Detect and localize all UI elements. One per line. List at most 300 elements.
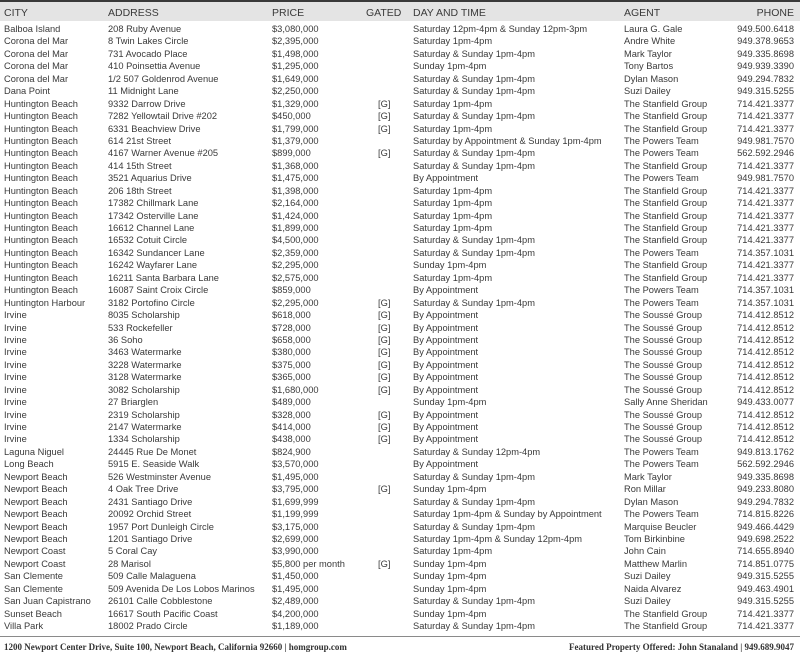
cell-agent: The Stanfield Group (624, 210, 708, 221)
cell-address: 3228 Watermarke (108, 359, 182, 370)
cell-address: 1201 Santiago Drive (108, 533, 193, 544)
cell-agent: Suzi Dailey (624, 596, 671, 607)
cell-day-and-time: By Appointment (413, 322, 479, 333)
cell-city: Newport Beach (4, 509, 68, 520)
table-row (0, 185, 800, 197)
cell-phone: 714.421.3377 (737, 608, 794, 619)
cell-day-and-time: Saturday 1pm-4pm (413, 223, 493, 233)
table-row (0, 471, 800, 483)
cell-day-and-time: Saturday 1pm-4pm (413, 272, 493, 283)
cell-day-and-time: Saturday & Sunday 1pm-4pm (413, 596, 535, 607)
cell-price: $2,575,000 (272, 272, 319, 283)
cell-agent: The Powers Team (624, 459, 699, 470)
cell-city: Huntington Beach (4, 223, 78, 233)
cell-address: 11 Midnight Lane (108, 86, 179, 97)
cell-day-and-time: By Appointment (413, 409, 479, 420)
cell-phone: 949.233.8080 (737, 484, 794, 495)
cell-day-and-time: Saturday & Sunday 1pm-4pm (413, 496, 535, 507)
cell-phone: 714.421.3377 (737, 123, 794, 134)
cell-agent: The Soussé Group (624, 310, 703, 321)
header-city: CITY (4, 7, 28, 19)
cell-price: $618,000 (272, 310, 311, 321)
cell-phone: 714.421.3377 (737, 160, 794, 171)
cell-day-and-time: Saturday 1pm-4pm (413, 185, 493, 196)
cell-day-and-time: Sunday 1pm-4pm (413, 260, 487, 271)
cell-price: $5,800 per month (272, 558, 345, 569)
cell-address: 509 Calle Malaguena (108, 571, 196, 582)
cell-city: Huntington Beach (4, 210, 78, 221)
cell-price: $2,489,000 (272, 596, 319, 607)
cell-day-and-time: Saturday 1pm-4pm (413, 36, 493, 47)
cell-agent: The Soussé Group (624, 409, 703, 420)
cell-day-and-time: Sunday 1pm-4pm (413, 583, 487, 594)
cell-city: Huntington Beach (4, 247, 78, 258)
cell-city: Newport Coast (4, 546, 66, 557)
cell-address: 533 Rockefeller (108, 322, 173, 333)
cell-price: $4,200,000 (272, 608, 319, 619)
cell-price: $3,990,000 (272, 546, 319, 557)
cell-city: Dana Point (4, 86, 50, 97)
cell-city: Irvine (4, 434, 27, 445)
table-row (0, 558, 800, 570)
cell-address: 208 Ruby Avenue (108, 24, 182, 34)
cell-gated: [G] (378, 111, 391, 122)
cell-phone: 714.412.8512 (737, 334, 794, 345)
cell-city: Irvine (4, 397, 27, 408)
cell-price: $3,175,000 (272, 521, 319, 532)
cell-price: $450,000 (272, 111, 311, 122)
cell-price: $328,000 (272, 409, 311, 420)
cell-phone: 949.315.5255 (737, 596, 794, 607)
table-row (0, 110, 800, 122)
cell-agent: Marquise Beucler (624, 521, 697, 532)
cell-agent: Dylan Mason (624, 496, 679, 507)
cell-price: $1,498,000 (272, 48, 319, 59)
cell-agent: The Soussé Group (624, 322, 703, 333)
cell-gated: [G] (378, 359, 391, 370)
header-address: ADDRESS (108, 7, 159, 19)
cell-price: $1,189,000 (272, 621, 319, 631)
cell-address: 414 15th Street (108, 160, 172, 171)
cell-gated: [G] (378, 310, 391, 321)
cell-city: Balboa Island (4, 24, 61, 34)
cell-price: $1,450,000 (272, 571, 319, 582)
cell-address: 16242 Wayfarer Lane (108, 260, 198, 271)
cell-phone: 714.412.8512 (737, 384, 794, 395)
cell-agent: The Soussé Group (624, 334, 703, 345)
table-row (0, 483, 800, 495)
cell-price: $2,295,000 (272, 297, 319, 308)
cell-agent: The Powers Team (624, 509, 699, 520)
table-row (0, 135, 800, 147)
cell-agent: Mark Taylor (624, 471, 672, 482)
table-row (0, 284, 800, 296)
cell-phone: 949.466.4429 (737, 521, 794, 532)
table-row (0, 197, 800, 209)
table-row (0, 620, 800, 632)
table-row (0, 346, 800, 358)
cell-day-and-time: By Appointment (413, 372, 479, 383)
cell-day-and-time: By Appointment (413, 285, 479, 296)
cell-phone: 949.939.3390 (737, 61, 794, 72)
cell-phone: 714.421.3377 (737, 621, 794, 631)
cell-phone: 714.815.8226 (737, 509, 794, 520)
cell-address: 16532 Cotuit Circle (108, 235, 188, 246)
cell-price: $1,899,000 (272, 223, 319, 233)
cell-address: 4 Oak Tree Drive (108, 484, 179, 495)
cell-city: Huntington Beach (4, 185, 78, 196)
cell-gated: [G] (378, 409, 391, 420)
cell-price: $438,000 (272, 434, 311, 445)
footer-featured-property: Featured Property Offered: John Stanaland | 949.689.9047 (569, 642, 794, 652)
cell-address: 16617 South Pacific Coast (108, 608, 218, 619)
table-row (0, 570, 800, 582)
cell-city: Newport Beach (4, 471, 68, 482)
table-row (0, 123, 800, 135)
header-phone: PHONE (756, 7, 794, 19)
cell-city: Huntington Beach (4, 198, 78, 209)
cell-gated: [G] (378, 558, 391, 569)
cell-address: 16612 Channel Lane (108, 223, 195, 233)
cell-phone: 714.412.8512 (737, 434, 794, 445)
cell-day-and-time: Saturday & Sunday 12pm-4pm (413, 446, 541, 457)
cell-price: $365,000 (272, 372, 311, 383)
cell-address: 3082 Scholarship (108, 384, 180, 395)
cell-phone: 714.421.3377 (737, 198, 794, 209)
table-row (0, 172, 800, 184)
cell-city: Newport Beach (4, 521, 68, 532)
cell-price: $1,495,000 (272, 583, 319, 594)
cell-day-and-time: Saturday & Sunday 1pm-4pm (413, 148, 535, 159)
open-house-table (0, 23, 800, 632)
table-row (0, 545, 800, 557)
cell-agent: The Stanfield Group (624, 198, 708, 209)
cell-agent: Tom Birkinbine (624, 533, 685, 544)
cell-address: 5915 E. Seaside Walk (108, 459, 200, 470)
table-row (0, 421, 800, 433)
table-row (0, 35, 800, 47)
cell-price: $2,359,000 (272, 247, 319, 258)
cell-day-and-time: Sunday 1pm-4pm (413, 61, 487, 72)
table-row (0, 48, 800, 60)
cell-gated: [G] (378, 322, 391, 333)
cell-agent: The Powers Team (624, 148, 699, 159)
table-row (0, 222, 800, 234)
cell-city: Irvine (4, 409, 27, 420)
cell-phone: 949.315.5255 (737, 571, 794, 582)
cell-phone: 714.421.3377 (737, 272, 794, 283)
cell-day-and-time: Saturday & Sunday 1pm-4pm (413, 297, 535, 308)
cell-day-and-time: Sunday 1pm-4pm (413, 571, 487, 582)
cell-city: San Clemente (4, 571, 63, 582)
table-row (0, 334, 800, 346)
cell-city: Corona del Mar (4, 36, 69, 47)
cell-agent: Dylan Mason (624, 73, 679, 84)
cell-address: 18002 Prado Circle (108, 621, 188, 631)
cell-day-and-time: Saturday & Sunday 1pm-4pm (413, 235, 535, 246)
cell-address: 8 Twin Lakes Circle (108, 36, 189, 47)
table-row (0, 309, 800, 321)
cell-price: $1,495,000 (272, 471, 319, 482)
table-row (0, 297, 800, 309)
cell-city: Villa Park (4, 621, 44, 631)
cell-phone: 714.412.8512 (737, 422, 794, 432)
cell-phone: 949.294.7832 (737, 496, 794, 507)
cell-price: $1,398,000 (272, 185, 319, 196)
cell-agent: The Soussé Group (624, 434, 703, 445)
cell-price: $2,164,000 (272, 198, 319, 209)
cell-address: 3182 Portofino Circle (108, 297, 195, 308)
cell-agent: The Stanfield Group (624, 185, 708, 196)
table-row (0, 210, 800, 222)
cell-day-and-time: Sunday 1pm-4pm (413, 397, 487, 408)
cell-agent: The Stanfield Group (624, 123, 708, 134)
cell-address: 2319 Scholarship (108, 409, 180, 420)
cell-agent: The Soussé Group (624, 359, 703, 370)
cell-price: $728,000 (272, 322, 311, 333)
cell-day-and-time: Saturday & Sunday 1pm-4pm (413, 86, 535, 97)
cell-price: $1,799,000 (272, 123, 319, 134)
cell-address: 731 Avocado Place (108, 48, 188, 59)
cell-address: 26101 Calle Cobblestone (108, 596, 213, 607)
cell-phone: 714.357.1031 (737, 247, 794, 258)
cell-city: Newport Beach (4, 484, 68, 495)
table-row (0, 272, 800, 284)
cell-price: $4,500,000 (272, 235, 319, 246)
cell-phone: 714.357.1031 (737, 297, 794, 308)
cell-city: Huntington Beach (4, 173, 78, 184)
cell-day-and-time: Saturday 1pm-4pm (413, 198, 493, 209)
table-row (0, 73, 800, 85)
cell-agent: The Stanfield Group (624, 272, 708, 283)
cell-phone: 714.421.3377 (737, 235, 794, 246)
cell-price: $1,295,000 (272, 61, 319, 72)
cell-gated: [G] (378, 484, 391, 495)
cell-phone: 714.421.3377 (737, 98, 794, 109)
cell-agent: The Stanfield Group (624, 621, 708, 631)
table-row (0, 60, 800, 72)
cell-agent: The Powers Team (624, 446, 699, 457)
cell-city: Irvine (4, 347, 27, 358)
cell-gated: [G] (378, 148, 391, 159)
table-row (0, 234, 800, 246)
cell-address: 9332 Darrow Drive (108, 98, 186, 109)
cell-address: 1957 Port Dunleigh Circle (108, 521, 214, 532)
cell-day-and-time: Saturday & Sunday 1pm-4pm (413, 621, 535, 631)
cell-phone: 562.592.2946 (737, 459, 794, 470)
cell-city: Huntington Beach (4, 285, 78, 296)
cell-price: $859,000 (272, 285, 311, 296)
cell-city: Newport Coast (4, 558, 66, 569)
cell-phone: 949.500.6418 (737, 24, 794, 34)
cell-address: 16087 Saint Croix Circle (108, 285, 209, 296)
cell-phone: 949.981.7570 (737, 135, 794, 146)
cell-address: 17382 Chillmark Lane (108, 198, 199, 209)
cell-address: 3128 Watermarke (108, 372, 182, 383)
cell-gated: [G] (378, 347, 391, 358)
cell-agent: Tony Bartos (624, 61, 674, 72)
cell-day-and-time: Saturday 1pm-4pm & Sunday 12pm-4pm (413, 533, 582, 544)
table-row (0, 396, 800, 408)
cell-day-and-time: Saturday 1pm-4pm (413, 546, 493, 557)
cell-price: $658,000 (272, 334, 311, 345)
cell-day-and-time: Saturday & Sunday 1pm-4pm (413, 73, 535, 84)
cell-price: $2,395,000 (272, 36, 319, 47)
cell-day-and-time: By Appointment (413, 434, 479, 445)
footer-address: 1200 Newport Center Drive, Suite 100, Newport Beach, California 92660 | homgroup.com (4, 642, 347, 652)
cell-price: $1,368,000 (272, 160, 319, 171)
cell-agent: Andre White (624, 36, 676, 47)
cell-address: 2431 Santiago Drive (108, 496, 193, 507)
table-row (0, 85, 800, 97)
cell-phone: 714.421.3377 (737, 111, 794, 122)
cell-phone: 949.433.0077 (737, 397, 794, 408)
cell-day-and-time: By Appointment (413, 310, 479, 321)
cell-address: 20092 Orchid Street (108, 509, 192, 520)
table-row (0, 23, 800, 35)
cell-phone: 714.412.8512 (737, 310, 794, 321)
cell-day-and-time: Saturday & Sunday 1pm-4pm (413, 521, 535, 532)
table-header (0, 2, 800, 21)
table-row (0, 359, 800, 371)
cell-agent: The Stanfield Group (624, 98, 708, 109)
cell-address: 27 Briarglen (108, 397, 159, 408)
cell-price: $414,000 (272, 422, 311, 432)
cell-address: 8035 Scholarship (108, 310, 180, 321)
cell-agent: Ron Millar (624, 484, 666, 495)
cell-day-and-time: By Appointment (413, 173, 479, 184)
cell-agent: Naida Alvarez (624, 583, 682, 594)
cell-phone: 949.698.2522 (737, 533, 794, 544)
cell-gated: [G] (378, 123, 391, 134)
cell-city: Huntington Beach (4, 98, 78, 109)
cell-price: $1,424,000 (272, 210, 319, 221)
header-day-and-time: DAY AND TIME (413, 7, 486, 19)
cell-day-and-time: By Appointment (413, 459, 479, 470)
table-row (0, 259, 800, 271)
cell-phone: 714.412.8512 (737, 372, 794, 383)
cell-price: $1,199,999 (272, 509, 319, 520)
cell-agent: Laura G. Gale (624, 24, 683, 34)
cell-address: 4167 Warner Avenue #205 (108, 148, 219, 159)
cell-address: 526 Westminster Avenue (108, 471, 212, 482)
cell-phone: 714.421.3377 (737, 223, 794, 233)
table-row (0, 247, 800, 259)
cell-day-and-time: Saturday & Sunday 1pm-4pm (413, 111, 535, 122)
cell-phone: 714.412.8512 (737, 347, 794, 358)
cell-city: Irvine (4, 359, 27, 370)
cell-address: 614 21st Street (108, 135, 172, 146)
cell-agent: The Stanfield Group (624, 160, 708, 171)
cell-city: Newport Beach (4, 496, 68, 507)
cell-address: 28 Marisol (108, 558, 151, 569)
cell-address: 36 Soho (108, 334, 143, 345)
cell-day-and-time: By Appointment (413, 347, 479, 358)
cell-agent: Sally Anne Sheridan (624, 397, 708, 408)
cell-price: $899,000 (272, 148, 311, 159)
cell-price: $1,379,000 (272, 135, 319, 146)
cell-phone: 714.655.8940 (737, 546, 794, 557)
cell-agent: Suzi Dailey (624, 571, 671, 582)
cell-address: 17342 Osterville Lane (108, 210, 199, 221)
cell-phone: 949.378.9653 (737, 36, 794, 47)
table-row (0, 409, 800, 421)
table-row (0, 508, 800, 520)
table-row (0, 521, 800, 533)
cell-gated: [G] (378, 384, 391, 395)
cell-city: San Juan Capistrano (4, 596, 91, 607)
cell-gated: [G] (378, 372, 391, 383)
cell-address: 16342 Sundancer Lane (108, 247, 205, 258)
cell-price: $1,680,000 (272, 384, 319, 395)
cell-gated: [G] (378, 434, 391, 445)
cell-address: 7282 Yellowtail Drive #202 (108, 111, 218, 122)
cell-day-and-time: Saturday 12pm-4pm & Sunday 12pm-3pm (413, 24, 588, 34)
cell-phone: 949.335.8698 (737, 471, 794, 482)
cell-address: 509 Avenida De Los Lobos Marinos (108, 583, 255, 594)
cell-day-and-time: Saturday & Sunday 1pm-4pm (413, 247, 535, 258)
cell-city: Corona del Mar (4, 48, 69, 59)
cell-address: 3521 Aquarius Drive (108, 173, 192, 184)
cell-city: Huntington Beach (4, 148, 78, 159)
cell-city: Huntington Beach (4, 260, 78, 271)
cell-phone: 714.421.3377 (737, 210, 794, 221)
cell-city: Long Beach (4, 459, 54, 470)
cell-address: 6331 Beachview Drive (108, 123, 201, 134)
cell-address: 3463 Watermarke (108, 347, 182, 358)
cell-address: 2147 Watermarke (108, 422, 182, 432)
cell-agent: The Powers Team (624, 297, 699, 308)
cell-city: Irvine (4, 322, 27, 333)
cell-agent: The Stanfield Group (624, 235, 708, 246)
cell-agent: The Soussé Group (624, 347, 703, 358)
cell-gated: [G] (378, 422, 391, 432)
cell-day-and-time: Saturday & Sunday 1pm-4pm (413, 160, 535, 171)
cell-phone: 714.421.3377 (737, 185, 794, 196)
cell-day-and-time: Sunday 1pm-4pm (413, 558, 487, 569)
cell-day-and-time: By Appointment (413, 359, 479, 370)
cell-city: Huntington Beach (4, 123, 78, 134)
cell-phone: 714.421.3377 (737, 260, 794, 271)
cell-phone: 562.592.2946 (737, 148, 794, 159)
header-agent: AGENT (624, 7, 661, 19)
cell-day-and-time: By Appointment (413, 422, 479, 432)
table-row (0, 160, 800, 172)
cell-city: Irvine (4, 422, 27, 432)
cell-price: $380,000 (272, 347, 311, 358)
table-row (0, 595, 800, 607)
cell-address: 410 Poinsettia Avenue (108, 61, 201, 72)
table-row (0, 98, 800, 110)
cell-phone: 949.813.1762 (737, 446, 794, 457)
cell-price: $1,699,999 (272, 496, 319, 507)
cell-city: San Clemente (4, 583, 63, 594)
cell-agent: The Stanfield Group (624, 223, 708, 233)
cell-city: Irvine (4, 384, 27, 395)
cell-city: Huntington Beach (4, 111, 78, 122)
cell-agent: The Powers Team (624, 173, 699, 184)
cell-city: Huntington Beach (4, 135, 78, 146)
cell-gated: [G] (378, 297, 391, 308)
cell-day-and-time: Sunday 1pm-4pm (413, 608, 487, 619)
table-row (0, 371, 800, 383)
cell-agent: The Powers Team (624, 285, 699, 296)
cell-phone: 949.315.5255 (737, 86, 794, 97)
cell-price: $3,795,000 (272, 484, 319, 495)
cell-gated: [G] (378, 98, 391, 109)
cell-day-and-time: Saturday & Sunday 1pm-4pm (413, 48, 535, 59)
cell-phone: 714.412.8512 (737, 409, 794, 420)
